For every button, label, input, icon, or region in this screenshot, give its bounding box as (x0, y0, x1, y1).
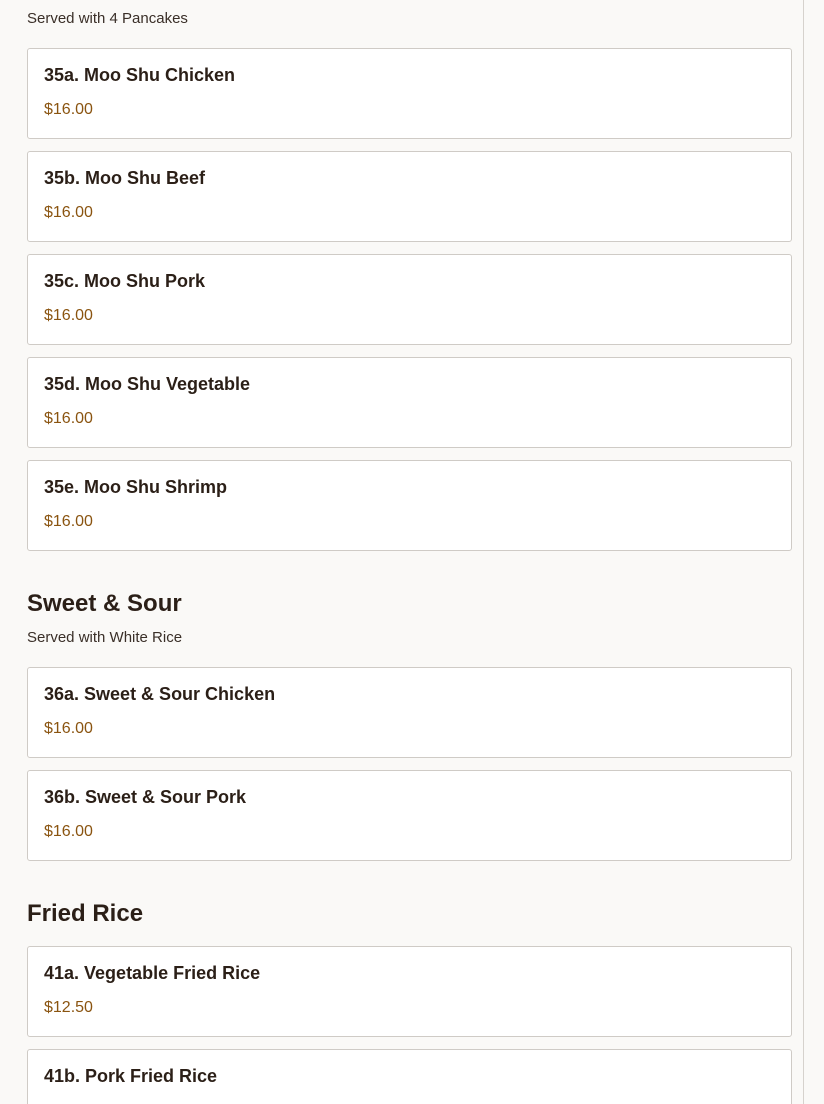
menu-item-name: 36a. Sweet & Sour Chicken (44, 684, 276, 704)
menu-item-41b[interactable] (27, 1049, 792, 1104)
menu-item-name: 35e. Moo Shu Shrimp (44, 477, 228, 497)
menu-item-35d[interactable] (27, 357, 792, 448)
content-divider (803, 0, 804, 1104)
section-note-moo-shu: Served with 4 Pancakes (27, 10, 188, 27)
menu-item-price: $16.00 (44, 410, 93, 427)
section-title-fried-rice: Fried Rice (27, 900, 144, 927)
menu-item-name: 41b. Pork Fried Rice (44, 1066, 218, 1086)
menu-item-name: 35b. Moo Shu Beef (44, 168, 206, 188)
menu-item-name: 35d. Moo Shu Vegetable (44, 374, 251, 394)
menu-item-35e[interactable] (27, 460, 792, 551)
menu-item-price: $16.00 (44, 101, 93, 118)
section-title-sweet-sour: Sweet & Sour (27, 590, 182, 617)
menu-item-price: $16.00 (44, 307, 93, 324)
menu-item-price: $16.00 (44, 720, 93, 737)
menu-item-name: 35c. Moo Shu Pork (44, 271, 206, 291)
menu-item-price: $16.00 (44, 823, 93, 840)
menu-item-35a[interactable] (27, 48, 792, 139)
menu-item-name: 36b. Sweet & Sour Pork (44, 787, 247, 807)
menu-item-35b[interactable] (27, 151, 792, 242)
menu-item-name: 41a. Vegetable Fried Rice (44, 963, 261, 983)
menu-item-price: $16.00 (44, 513, 93, 530)
menu-item-price: $16.00 (44, 204, 93, 221)
menu-item-name: 35a. Moo Shu Chicken (44, 65, 236, 85)
menu-item-36b[interactable] (27, 770, 792, 861)
section-note-sweet-sour: Served with White Rice (27, 629, 183, 646)
menu-item-price: $12.50 (44, 999, 93, 1016)
menu-item-36a[interactable] (27, 667, 792, 758)
menu-item-35c[interactable] (27, 254, 792, 345)
menu-item-41a[interactable] (27, 946, 792, 1037)
